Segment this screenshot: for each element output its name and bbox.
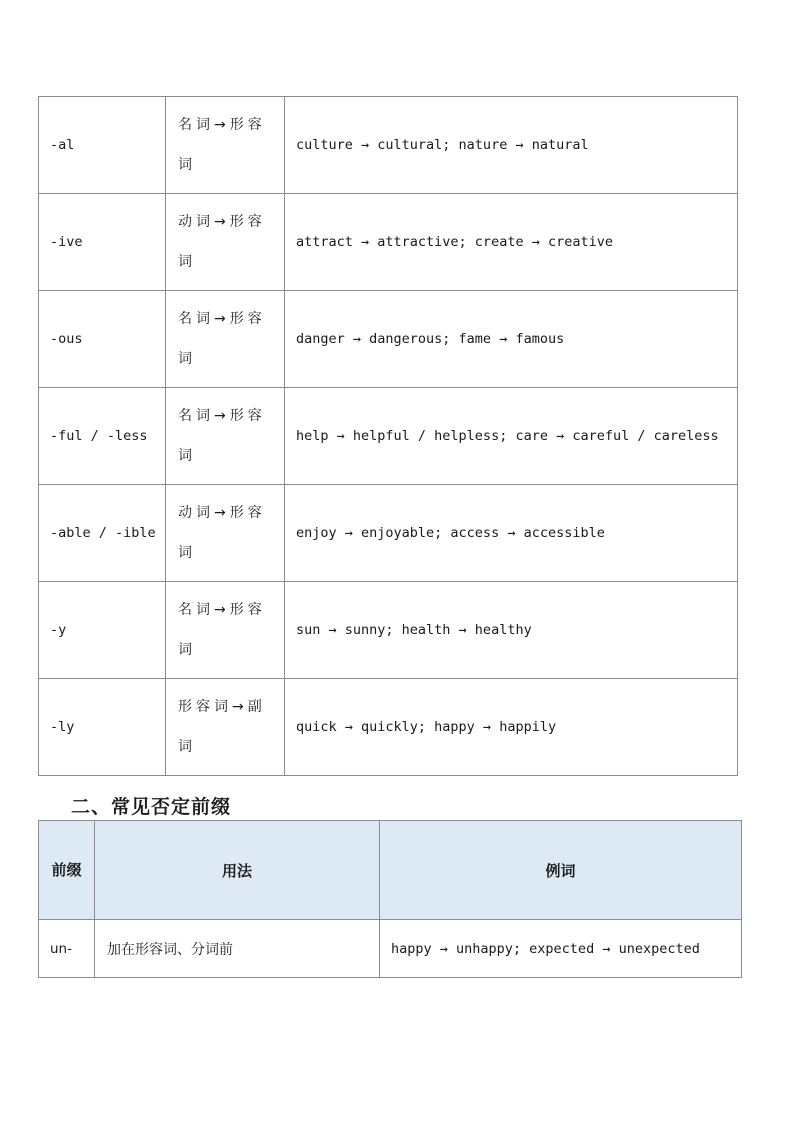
prefix-table — [38, 820, 742, 978]
suffix-cell: -ous — [39, 291, 166, 388]
section-heading: 二、常见否定前缀 — [71, 796, 232, 818]
suffix-cell: -able / -ible — [39, 485, 166, 582]
usage-cell: 名词→形容词 — [166, 291, 285, 388]
table-row — [39, 97, 738, 194]
example-cell: attract → attractive; create → creative — [285, 194, 738, 291]
example-cell: enjoy → enjoyable; access → accessible — [285, 485, 738, 582]
usage-cell: 名词→形容词 — [166, 97, 285, 194]
usage-cell: 动词→形容词 — [166, 194, 285, 291]
suffix-cell: -al — [39, 97, 166, 194]
table-row — [39, 194, 738, 291]
table-row — [39, 485, 738, 582]
usage-cell: 名词→形容词 — [166, 582, 285, 679]
suffix-cell: -y — [39, 582, 166, 679]
usage-cell: 加在形容词、分词前 — [95, 920, 380, 978]
example-cell: help → helpful / helpless; care → careful / careless — [285, 388, 738, 485]
table-row — [39, 920, 742, 978]
table-row — [39, 291, 738, 388]
table-row — [39, 582, 738, 679]
example-cell: sun → sunny; health → healthy — [285, 582, 738, 679]
suffix-cell: -ly — [39, 679, 166, 776]
example-cell: quick → quickly; happy → happily — [285, 679, 738, 776]
suffix-cell: -ful / -less — [39, 388, 166, 485]
table-row — [39, 679, 738, 776]
suffix-cell: -ive — [39, 194, 166, 291]
usage-cell: 动词→形容词 — [166, 485, 285, 582]
example-cell: culture → cultural; nature → natural — [285, 97, 738, 194]
suffix-table — [38, 96, 738, 776]
column-header-example: 例词 — [380, 821, 742, 920]
column-header-prefix: 前缀 — [39, 821, 95, 920]
usage-cell: 形容词→副词 — [166, 679, 285, 776]
column-header-usage: 用法 — [95, 821, 380, 920]
prefix-cell: un- — [39, 920, 95, 978]
example-cell: danger → dangerous; fame → famous — [285, 291, 738, 388]
table-row — [39, 388, 738, 485]
example-cell: happy → unhappy; expected → unexpected — [380, 920, 742, 978]
table-header-row — [39, 821, 742, 920]
usage-cell: 名词→形容词 — [166, 388, 285, 485]
